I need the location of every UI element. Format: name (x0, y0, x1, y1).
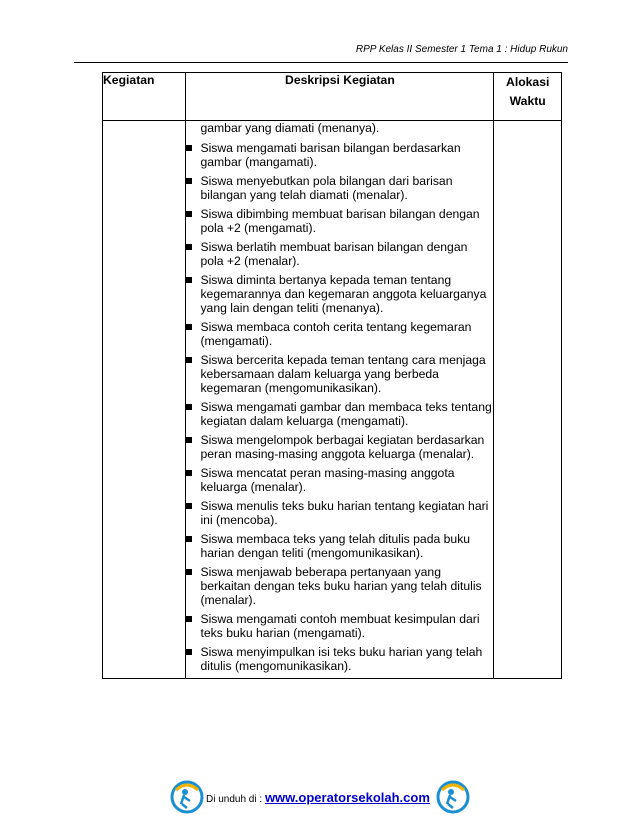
list-item (186, 174, 493, 202)
header-kegiatan: Kegiatan (103, 73, 186, 121)
list-item (186, 320, 493, 348)
footer-link[interactable]: www.operatorsekolah.com (264, 790, 430, 805)
list-item (186, 466, 493, 494)
list-item-text: Siswa menulis teks buku harian tentang kegiatan hari ini (mencoba). (200, 499, 489, 527)
bullet-icon (186, 616, 192, 622)
list-item (186, 612, 493, 640)
kegiatan-cell (103, 121, 186, 679)
list-item-text: Siswa membaca teks yang telah ditulis pada buku harian dengan teliti (mengomunikasikan). (200, 532, 471, 560)
list-item-text: Siswa berlatih membuat barisan bilangan dengan pola +2 (menalar). (200, 240, 468, 268)
header-deskripsi: Deskripsi Kegiatan (186, 73, 494, 121)
list-item-text: Siswa mengelompok berbagai kegiatan berdasarkan peran masing-masing anggota keluarga (menalar). (200, 433, 485, 461)
table-header-row (103, 73, 562, 121)
running-header: RPP Kelas II Semester 1 Tema 1 : Hidup Rukun (355, 44, 568, 55)
bullet-icon (186, 437, 192, 443)
bullet-icon (186, 178, 192, 184)
list-item-text: Siswa diminta bertanya kepada teman tentang kegemarannya dan kegemaran anggota keluarganya yang lain dengan teliti (menanya). (200, 273, 487, 315)
list-item-text: Siswa menyimpulkan isi teks buku harian yang telah ditulis (mengomunikasikan). (200, 645, 483, 673)
bullet-icon (186, 536, 192, 542)
tut-wuri-logo-icon (436, 780, 470, 814)
tut-wuri-logo-icon (170, 780, 204, 814)
bullet-icon (186, 357, 192, 363)
bullet-icon (186, 569, 192, 575)
bullet-icon (186, 470, 192, 476)
list-item (186, 433, 493, 461)
list-item-text: Siswa mengamati contoh membuat kesimpulan dari teks buku harian (mengamati). (200, 612, 480, 640)
list-item-text: Siswa mencatat peran masing-masing anggota keluarga (menalar). (200, 466, 455, 494)
list-item (186, 141, 493, 169)
list-item (186, 353, 493, 395)
footer (170, 780, 470, 814)
list-item-text: Siswa mengamati barisan bilangan berdasarkan gambar (mangamati). (200, 141, 461, 169)
list-item (186, 273, 493, 315)
bullet-icon (186, 649, 192, 655)
list-item-text: Siswa bercerita kepada teman tentang cara menjaga kebersamaan dalam keluarga yang berbeda kegemaran (mengomunikasikan). (200, 353, 486, 395)
list-item-text: Siswa mengamati gambar dan membaca teks tentang kegiatan dalam keluarga (mengamati). (200, 400, 492, 428)
activity-list (186, 141, 493, 673)
list-item (186, 532, 493, 560)
bullet-icon (186, 503, 192, 509)
footer-prefix: Di unduh di : (206, 794, 265, 805)
header-alokasi-line1: Alokasi (506, 75, 550, 89)
bullet-icon (186, 324, 192, 330)
list-item-text: Siswa menjawab beberapa pertanyaan yang berkaitan dengan teks buku harian yang telah ditulis (menalar). (200, 565, 482, 607)
header-alokasi-line2: Waktu (509, 94, 546, 108)
continuation-text: gambar yang diamati (menanya). (200, 121, 380, 135)
bullet-icon (186, 211, 192, 217)
list-item (186, 240, 493, 268)
list-item (186, 499, 493, 527)
deskripsi-cell (186, 121, 494, 679)
footer-text (206, 790, 430, 805)
list-item (186, 645, 493, 673)
list-item (186, 565, 493, 607)
header-alokasi (494, 73, 562, 121)
list-item-text: Siswa membaca contoh cerita tentang kegemaran (mengamati). (200, 320, 472, 348)
table-body-row (103, 121, 562, 679)
bullet-icon (186, 277, 192, 283)
list-item (186, 400, 493, 428)
bullet-icon (186, 145, 192, 151)
list-item-text: Siswa menyebutkan pola bilangan dari barisan bilangan yang telah diamati (menalar). (200, 174, 453, 202)
alokasi-cell (494, 121, 562, 679)
list-item-text: Siswa dibimbing membuat barisan bilangan dengan pola +2 (mengamati). (200, 207, 480, 235)
bullet-icon (186, 404, 192, 410)
activity-table (102, 72, 562, 679)
header-divider (74, 62, 568, 63)
list-item (186, 207, 493, 235)
bullet-icon (186, 244, 192, 250)
